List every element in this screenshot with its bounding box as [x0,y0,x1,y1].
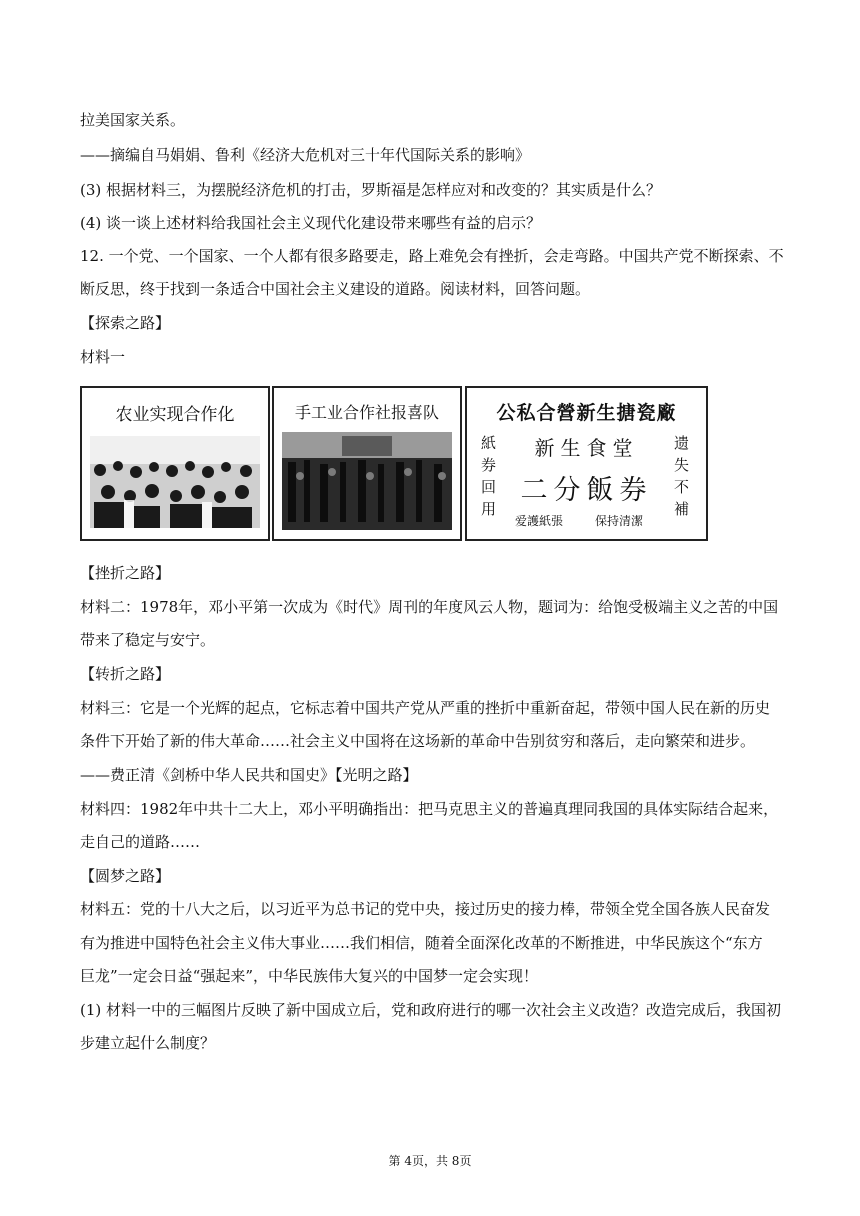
panel-3-caption: 公私合營新生搪瓷廠 [496,402,677,424]
source-citation-1: ——摘编自马娟娟、鲁利《经济大危机对三十年代国际关系的影响》 [80,146,531,164]
material-1-label: 材料一 [80,348,126,366]
question-12-line-1: 12. 一个党、一个国家、一个人都有很多路要走，路上难免会有挫折，会走弯路。中国共产党不断探索、不 [80,247,784,265]
agriculture-cooperative-photo [80,386,270,541]
panel-2-caption: 手工业合作社报喜队 [294,403,439,422]
source-citation-2: ——费正清《剑桥中华人民共和国史》【光明之路】 [80,766,418,784]
material-5-line-1: 材料五：党的十八大之后，以习近平为总书记的党中央，接过历史的接力棒，带领全党全国各族人民奋发 [80,900,771,918]
page-footer: 第 4页，共 8页 [388,1154,472,1168]
material-3-line-2: 条件下开始了新的伟大革命……社会主义中国将在这场新的革命中告别贫穷和落后，走向繁荣和进步。 [80,732,756,750]
section-heading-dream: 【圆梦之路】 [80,867,171,885]
section-heading-setback: 【挫折之路】 [80,564,171,582]
question-12-line-2: 断反思，终于找到一条适合中国社会主义建设的道路。阅读材料，回答问题。 [80,280,591,298]
question-1-line-1: (1) 材料一中的三幅图片反映了新中国成立后，党和政府进行的哪一次社会主义改造？改造完成后，我国初 [80,1001,782,1019]
section-heading-turning: 【转折之路】 [80,665,171,683]
crowd-photo [90,436,260,528]
handicraft-cooperative-photo [272,386,462,541]
section-heading-explore: 【探索之路】 [80,314,171,332]
ticket-value: 二分飯券 [520,475,653,506]
ticket-bottom-left: 爱護紙張 [515,514,564,528]
meal-ticket-image [465,386,708,541]
ticket-bottom-right: 保持清潔 [595,514,644,528]
text-line-1: 拉美国家关系。 [80,111,186,129]
material-4-line-1: 材料四：1982年中共十二大上，邓小平明确指出：把马克思主义的普遍真理同我国的具体实际结合起来， [80,800,779,818]
question-4: (4) 谈一谈上述材料给我国社会主义现代化建设带来哪些有益的启示？ [80,214,542,232]
panel-1-caption: 农业实现合作化 [115,405,235,425]
ticket-left-column: 紙券回用 [481,434,497,518]
ticket-right-column: 遗失不補 [674,434,690,518]
question-1-line-2: 步建立起什么制度？ [80,1034,216,1052]
material-5-line-3: 巨龙”一定会日益“强起来”，中华民族伟大复兴的中国梦一定会实现！ [80,967,539,985]
material-3-line-1: 材料三：它是一个光辉的起点，它标志着中国共产党从严重的挫折中重新奋起，带领中国人民在新的历史 [80,699,771,717]
material-4-line-2: 走自己的道路…… [80,833,201,851]
material-2-line-2: 带来了稳定与安宁。 [80,631,216,649]
material-2-line-1: 材料二：1978年，邓小平第一次成为《时代》周刊的年度风云人物，题词为：给饱受极端主义之苦的中国 [80,598,779,616]
material-5-line-2: 有为推进中国特色社会主义伟大事业……我们相信，随着全面深化改革的不断推进，中华民族这个“东方 [80,934,763,952]
ticket-title: 新生食堂 [534,436,639,460]
question-3: (3) 根据材料三，为摆脱经济危机的打击，罗斯福是怎样应对和改变的？其实质是什么？ [80,181,662,199]
parade-photo [282,432,452,530]
